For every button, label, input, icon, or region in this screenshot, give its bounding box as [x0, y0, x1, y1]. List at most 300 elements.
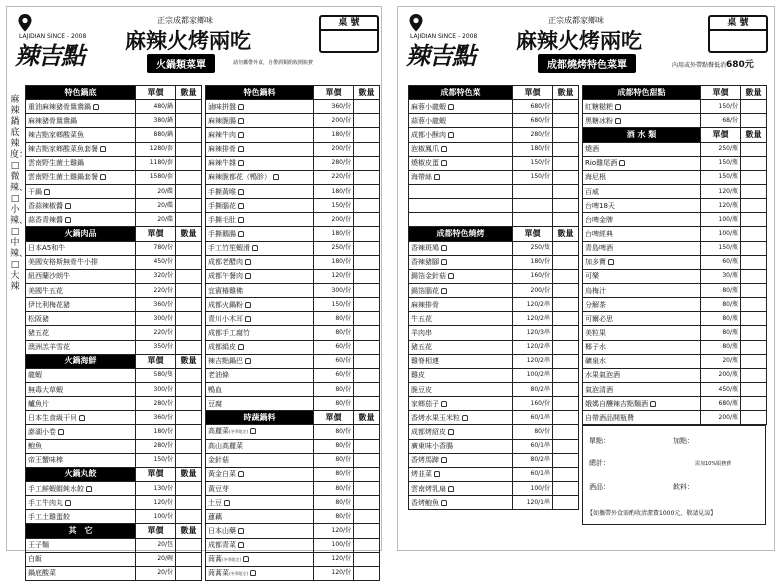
- menu-item-row[interactable]: [26, 425, 202, 439]
- qty-input[interactable]: [354, 100, 380, 114]
- qty-input[interactable]: [354, 481, 380, 495]
- qty-input[interactable]: [553, 340, 579, 354]
- qty-input[interactable]: [354, 128, 380, 142]
- menu-item-row[interactable]: [409, 269, 579, 283]
- section-header-row: [26, 354, 202, 368]
- menu-item-row[interactable]: [409, 411, 579, 425]
- qty-input[interactable]: [176, 100, 202, 114]
- qty-input[interactable]: [176, 241, 202, 255]
- menu-item-row[interactable]: [409, 312, 579, 326]
- spice-level-options[interactable]: 麻辣鍋底辣度：□微辣、□小辣、□中辣、□大辣: [10, 95, 29, 292]
- thumbs-up-icon: [44, 189, 50, 195]
- menu-item-row[interactable]: [26, 269, 202, 283]
- qty-input[interactable]: [741, 354, 767, 368]
- qty-input[interactable]: [553, 184, 579, 198]
- qty-input[interactable]: [176, 425, 202, 439]
- menu-item-row[interactable]: [583, 326, 767, 340]
- qty-input[interactable]: [354, 397, 380, 411]
- menu-item-row[interactable]: [409, 425, 579, 439]
- qty-input[interactable]: [354, 340, 380, 354]
- qty-input[interactable]: [553, 199, 579, 213]
- qty-input[interactable]: [354, 283, 380, 297]
- item-price: 150/瓶: [701, 156, 741, 170]
- menu-item-row[interactable]: [26, 156, 202, 170]
- menu-item-row[interactable]: [409, 128, 579, 142]
- menu-item-row[interactable]: [583, 199, 767, 213]
- qty-input[interactable]: [553, 354, 579, 368]
- item-price: 220/份: [136, 283, 176, 297]
- qty-input[interactable]: [553, 397, 579, 411]
- menu-item-row[interactable]: [26, 326, 202, 340]
- menu-item-row[interactable]: [206, 524, 380, 538]
- menu-item-row[interactable]: [206, 269, 380, 283]
- menu-item-row[interactable]: [583, 298, 767, 312]
- menu-item-row[interactable]: [206, 312, 380, 326]
- menu-item-row[interactable]: [26, 213, 202, 227]
- qty-input[interactable]: [354, 368, 380, 382]
- item-cell: [583, 100, 701, 114]
- item-price: 80/瓶: [701, 283, 741, 297]
- qty-input[interactable]: [553, 411, 579, 425]
- item-cell: [409, 283, 513, 297]
- qty-input[interactable]: [741, 340, 767, 354]
- qty-input[interactable]: [176, 298, 202, 312]
- section-title: 時蔬鍋料: [206, 411, 314, 425]
- qty-input[interactable]: [741, 100, 767, 114]
- item-price: 350/份: [136, 340, 176, 354]
- menu-item-row[interactable]: [583, 170, 767, 184]
- item-cell: [409, 241, 513, 255]
- menu-item-row[interactable]: [26, 298, 202, 312]
- qty-input[interactable]: [176, 142, 202, 156]
- menu-item-row[interactable]: [26, 255, 202, 269]
- menu-item-row[interactable]: [583, 142, 767, 156]
- section-title: 特色鍋料: [206, 86, 314, 100]
- menu-item-row[interactable]: [206, 467, 380, 481]
- qty-input[interactable]: [553, 142, 579, 156]
- menu-item-row[interactable]: [26, 382, 202, 396]
- menu-item-row[interactable]: [206, 114, 380, 128]
- menu-item-row[interactable]: [409, 298, 579, 312]
- item-name: 家鄉茄子: [411, 399, 439, 408]
- qty-input[interactable]: [553, 496, 579, 510]
- menu-item-row[interactable]: [583, 213, 767, 227]
- menu-item-row[interactable]: [206, 510, 380, 524]
- qty-header: 數量: [176, 524, 202, 538]
- qty-input[interactable]: [553, 269, 579, 283]
- qty-input[interactable]: [354, 496, 380, 510]
- menu-item-row[interactable]: [206, 566, 380, 580]
- qty-input[interactable]: [741, 114, 767, 128]
- qty-input[interactable]: [553, 156, 579, 170]
- item-name: 麻蓉小龍蝦: [411, 102, 446, 111]
- menu-item-row[interactable]: [583, 255, 767, 269]
- qty-input[interactable]: [176, 481, 202, 495]
- qty-input[interactable]: [741, 326, 767, 340]
- item-cell: [409, 255, 513, 269]
- qty-input[interactable]: [176, 213, 202, 227]
- qty-input[interactable]: [354, 382, 380, 396]
- menu-item-row[interactable]: [583, 114, 767, 128]
- qty-input[interactable]: [553, 382, 579, 396]
- thumbs-up-icon: [434, 174, 440, 180]
- thumbs-up-icon: [238, 528, 244, 534]
- menu-item-row[interactable]: [26, 453, 202, 467]
- qty-input[interactable]: [354, 453, 380, 467]
- qty-input[interactable]: [553, 467, 579, 481]
- qty-input[interactable]: [176, 566, 202, 580]
- menu-item-row[interactable]: [583, 340, 767, 354]
- qty-input[interactable]: [354, 114, 380, 128]
- menu-item-row[interactable]: [206, 425, 380, 439]
- qty-input[interactable]: [354, 524, 380, 538]
- item-price: 120/份: [314, 524, 354, 538]
- qty-input[interactable]: [553, 368, 579, 382]
- item-cell: [26, 439, 136, 453]
- item-cell: [26, 340, 136, 354]
- qty-input[interactable]: [553, 241, 579, 255]
- thumbs-up-icon: [245, 273, 251, 279]
- item-cell: [206, 538, 314, 552]
- menu-item-row[interactable]: [26, 340, 202, 354]
- qty-input[interactable]: [176, 397, 202, 411]
- item-price: 200/份: [314, 142, 354, 156]
- menu-item-row[interactable]: [206, 368, 380, 382]
- menu-item-row[interactable]: [26, 510, 202, 524]
- qty-input[interactable]: [354, 354, 380, 368]
- menu-item-row[interactable]: [206, 128, 380, 142]
- menu-item-row[interactable]: [583, 227, 767, 241]
- section-header-row: [26, 86, 202, 100]
- menu-item-row[interactable]: [206, 453, 380, 467]
- menu-item-row[interactable]: [26, 170, 202, 184]
- menu-item-row[interactable]: [26, 312, 202, 326]
- menu-item-row[interactable]: [409, 170, 579, 184]
- qty-input[interactable]: [176, 411, 202, 425]
- qty-input[interactable]: [176, 326, 202, 340]
- qty-input[interactable]: [176, 453, 202, 467]
- menu-item-row[interactable]: [583, 312, 767, 326]
- qty-input[interactable]: [553, 170, 579, 184]
- qty-input[interactable]: [553, 114, 579, 128]
- menu-item-row[interactable]: [583, 411, 767, 425]
- bill-drinks[interactable]: 飲料：: [673, 483, 694, 492]
- menu-item-row[interactable]: [206, 241, 380, 255]
- item-cell: [583, 199, 701, 213]
- qty-input[interactable]: [354, 241, 380, 255]
- menu-item-row[interactable]: [26, 411, 202, 425]
- bill-alcohol[interactable]: 酒品：: [589, 483, 610, 492]
- right-header: [398, 7, 774, 85]
- menu-item-row[interactable]: [583, 382, 767, 396]
- item-cell: [206, 382, 314, 396]
- qty-input[interactable]: [741, 382, 767, 396]
- price-header: 單價: [136, 524, 176, 538]
- menu-item-row[interactable]: [206, 439, 380, 453]
- qty-input[interactable]: [176, 510, 202, 524]
- qty-input[interactable]: [741, 170, 767, 184]
- qty-input[interactable]: [176, 552, 202, 566]
- thumbs-up-icon: [441, 160, 447, 166]
- qty-input[interactable]: [176, 184, 202, 198]
- qty-input[interactable]: [741, 312, 767, 326]
- item-price: 80/份: [314, 510, 354, 524]
- menu-item-row[interactable]: [409, 481, 579, 495]
- qty-input[interactable]: [741, 213, 767, 227]
- menu-item-row[interactable]: [26, 496, 202, 510]
- menu-item-row[interactable]: [206, 326, 380, 340]
- menu-item-row[interactable]: [583, 354, 767, 368]
- item-cell: [206, 496, 314, 510]
- menu-item-row[interactable]: [583, 184, 767, 198]
- menu-item-row[interactable]: [206, 298, 380, 312]
- item-price: 120/份: [314, 552, 354, 566]
- menu-item-row[interactable]: [583, 156, 767, 170]
- qty-input[interactable]: [553, 453, 579, 467]
- menu-item-row[interactable]: [583, 368, 767, 382]
- section-header-row: [206, 86, 380, 100]
- menu-item-row[interactable]: [206, 100, 380, 114]
- qty-input[interactable]: [354, 255, 380, 269]
- qty-input[interactable]: [176, 496, 202, 510]
- qty-input[interactable]: [553, 312, 579, 326]
- menu-item-row[interactable]: [409, 467, 579, 481]
- menu-item-row[interactable]: [409, 326, 579, 340]
- qty-input[interactable]: [176, 312, 202, 326]
- menu-item-row[interactable]: [206, 538, 380, 552]
- qty-input[interactable]: [176, 368, 202, 382]
- thumbs-up-icon: [441, 401, 447, 407]
- brand-name: 辣吉點: [406, 42, 475, 70]
- qty-input[interactable]: [741, 255, 767, 269]
- menu-item-row[interactable]: [26, 114, 202, 128]
- qty-input[interactable]: [176, 340, 202, 354]
- qty-input[interactable]: [553, 100, 579, 114]
- menu-item-row[interactable]: [409, 397, 579, 411]
- bill-total[interactable]: 總計：: [589, 459, 610, 468]
- menu-item-row[interactable]: [26, 538, 202, 552]
- menu-item-row[interactable]: [206, 156, 380, 170]
- qty-input[interactable]: [741, 142, 767, 156]
- qty-input[interactable]: [354, 199, 380, 213]
- qty-input[interactable]: [553, 213, 579, 227]
- item-name: 燒酒: [585, 145, 599, 154]
- table-number-box[interactable]: [708, 15, 768, 53]
- item-price: 80/瓶: [701, 340, 741, 354]
- qty-input[interactable]: [354, 566, 380, 580]
- qty-input[interactable]: [354, 269, 380, 283]
- qty-input[interactable]: [354, 213, 380, 227]
- menu-item-row[interactable]: [26, 199, 202, 213]
- qty-input[interactable]: [176, 255, 202, 269]
- qty-input[interactable]: [176, 283, 202, 297]
- brand-since: LAJIDIAN SINCE - 2008: [410, 33, 478, 40]
- qty-input[interactable]: [741, 269, 767, 283]
- qty-input[interactable]: [553, 425, 579, 439]
- qty-input[interactable]: [741, 227, 767, 241]
- item-name: 美國牛五花: [28, 286, 63, 295]
- menu-item-row[interactable]: [583, 283, 767, 297]
- item-price: 20/碟: [136, 199, 176, 213]
- bill-extra-order[interactable]: 加點：: [673, 437, 694, 446]
- item-name: 雲南野生菌土雞鍋: [28, 159, 84, 168]
- item-note: (冬季限定): [229, 429, 249, 435]
- menu-item-row[interactable]: [409, 368, 579, 382]
- qty-input[interactable]: [741, 156, 767, 170]
- qty-input[interactable]: [354, 142, 380, 156]
- qty-input[interactable]: [354, 326, 380, 340]
- menu-item-row[interactable]: [409, 439, 579, 453]
- qty-input[interactable]: [553, 326, 579, 340]
- qty-input[interactable]: [741, 411, 767, 425]
- menu-item-row[interactable]: [409, 453, 579, 467]
- item-cell: [583, 227, 701, 241]
- menu-item-row[interactable]: [206, 142, 380, 156]
- section-header-row: [583, 86, 767, 100]
- qty-input[interactable]: [553, 439, 579, 453]
- menu-item-row[interactable]: [409, 100, 579, 114]
- item-name: 豬五花: [411, 343, 432, 352]
- item-name: 滷味拼盤: [208, 102, 236, 111]
- item-name: 黃豆芽: [208, 484, 229, 493]
- qty-input[interactable]: [553, 481, 579, 495]
- qty-input[interactable]: [354, 538, 380, 552]
- menu-item-row[interactable]: [206, 213, 380, 227]
- thumbs-up-icon: [238, 160, 244, 166]
- qty-input[interactable]: [354, 312, 380, 326]
- item-name: Rio雞尾酒: [585, 159, 618, 168]
- table-number-box[interactable]: [319, 15, 379, 53]
- menu-item-row[interactable]: [409, 496, 579, 510]
- menu-item-row[interactable]: [583, 241, 767, 255]
- qty-input[interactable]: [354, 439, 380, 453]
- menu-item-row[interactable]: [409, 241, 579, 255]
- item-price: 250/瓶: [701, 142, 741, 156]
- item-price: 200/份: [314, 213, 354, 227]
- qty-input[interactable]: [741, 283, 767, 297]
- item-name: 蒜蓉小龍蝦: [411, 116, 446, 125]
- menu-item-row[interactable]: [26, 142, 202, 156]
- menu-item-row[interactable]: [409, 354, 579, 368]
- item-cell: [409, 382, 513, 396]
- qty-input[interactable]: [354, 298, 380, 312]
- qty-input[interactable]: [553, 298, 579, 312]
- menu-item-row[interactable]: [26, 283, 202, 297]
- menu-item-row[interactable]: [409, 213, 579, 227]
- menu-item-row[interactable]: [206, 283, 380, 297]
- menu-item-row[interactable]: [206, 199, 380, 213]
- item-name: 黑糖冰粉: [585, 116, 613, 125]
- qty-input[interactable]: [354, 156, 380, 170]
- qty-input[interactable]: [176, 156, 202, 170]
- menu-item-row[interactable]: [26, 184, 202, 198]
- menu-item-row[interactable]: [583, 397, 767, 411]
- qty-input[interactable]: [354, 227, 380, 241]
- menu-item-row[interactable]: [206, 481, 380, 495]
- item-name: 龍蝦: [28, 371, 42, 380]
- menu-item-row[interactable]: [26, 439, 202, 453]
- qty-input[interactable]: [741, 298, 767, 312]
- menu-item-row[interactable]: [26, 128, 202, 142]
- item-name: 廣東味小香腸: [411, 442, 453, 451]
- menu-item-row[interactable]: [409, 340, 579, 354]
- menu-item-row[interactable]: [206, 552, 380, 566]
- section-header-row: [26, 524, 202, 538]
- item-cell: [26, 170, 136, 184]
- menu-item-row[interactable]: [206, 496, 380, 510]
- menu-item-row[interactable]: [26, 397, 202, 411]
- menu-item-row[interactable]: [26, 552, 202, 566]
- menu-item-row[interactable]: [583, 100, 767, 114]
- qty-input[interactable]: [354, 184, 380, 198]
- qty-input[interactable]: [553, 255, 579, 269]
- qty-input[interactable]: [176, 128, 202, 142]
- menu-item-row[interactable]: [409, 142, 579, 156]
- menu-item-row[interactable]: [409, 156, 579, 170]
- qty-input[interactable]: [354, 467, 380, 481]
- menu-item-row[interactable]: [206, 184, 380, 198]
- qty-input[interactable]: [176, 538, 202, 552]
- qty-input[interactable]: [354, 552, 380, 566]
- menu-item-row[interactable]: [206, 227, 380, 241]
- qty-input[interactable]: [741, 368, 767, 382]
- qty-input[interactable]: [354, 170, 380, 184]
- menu-item-row[interactable]: [409, 283, 579, 297]
- item-cell: [206, 566, 314, 580]
- menu-item-row[interactable]: [206, 397, 380, 411]
- item-name: 麻辣排骨: [208, 145, 236, 154]
- menu-item-row[interactable]: [206, 382, 380, 396]
- qty-input[interactable]: [176, 170, 202, 184]
- menu-item-row[interactable]: [26, 368, 202, 382]
- qty-input[interactable]: [553, 283, 579, 297]
- qty-input[interactable]: [176, 439, 202, 453]
- item-name: 椰子水: [585, 343, 606, 352]
- item-price: 300/份: [314, 283, 354, 297]
- item-cell: [26, 142, 136, 156]
- qty-input[interactable]: [741, 241, 767, 255]
- qty-input[interactable]: [354, 510, 380, 524]
- menu-item-row[interactable]: [206, 354, 380, 368]
- menu-item-row[interactable]: [26, 241, 202, 255]
- qty-input[interactable]: [553, 128, 579, 142]
- menu-item-row[interactable]: [26, 100, 202, 114]
- menu-item-row[interactable]: [409, 199, 579, 213]
- qty-input[interactable]: [176, 382, 202, 396]
- item-price: 100/瓶: [701, 227, 741, 241]
- qty-input[interactable]: [176, 199, 202, 213]
- qty-input[interactable]: [354, 425, 380, 439]
- item-cell: [409, 156, 513, 170]
- menu-item-row[interactable]: [409, 114, 579, 128]
- qty-input[interactable]: [176, 114, 202, 128]
- menu-item-row[interactable]: [26, 566, 202, 580]
- menu-item-row[interactable]: [583, 269, 767, 283]
- menu-item-row[interactable]: [206, 255, 380, 269]
- menu-item-row[interactable]: [409, 184, 579, 198]
- qty-input[interactable]: [741, 199, 767, 213]
- bill-single-order[interactable]: 單點：: [589, 437, 610, 446]
- menu-item-row[interactable]: [409, 382, 579, 396]
- menu-item-row[interactable]: [409, 255, 579, 269]
- menu-item-row[interactable]: [26, 481, 202, 495]
- menu-item-row[interactable]: [206, 170, 380, 184]
- qty-input[interactable]: [741, 397, 767, 411]
- qty-input[interactable]: [741, 184, 767, 198]
- menu-item-row[interactable]: [206, 340, 380, 354]
- item-cell: [206, 298, 314, 312]
- qty-input[interactable]: [176, 269, 202, 283]
